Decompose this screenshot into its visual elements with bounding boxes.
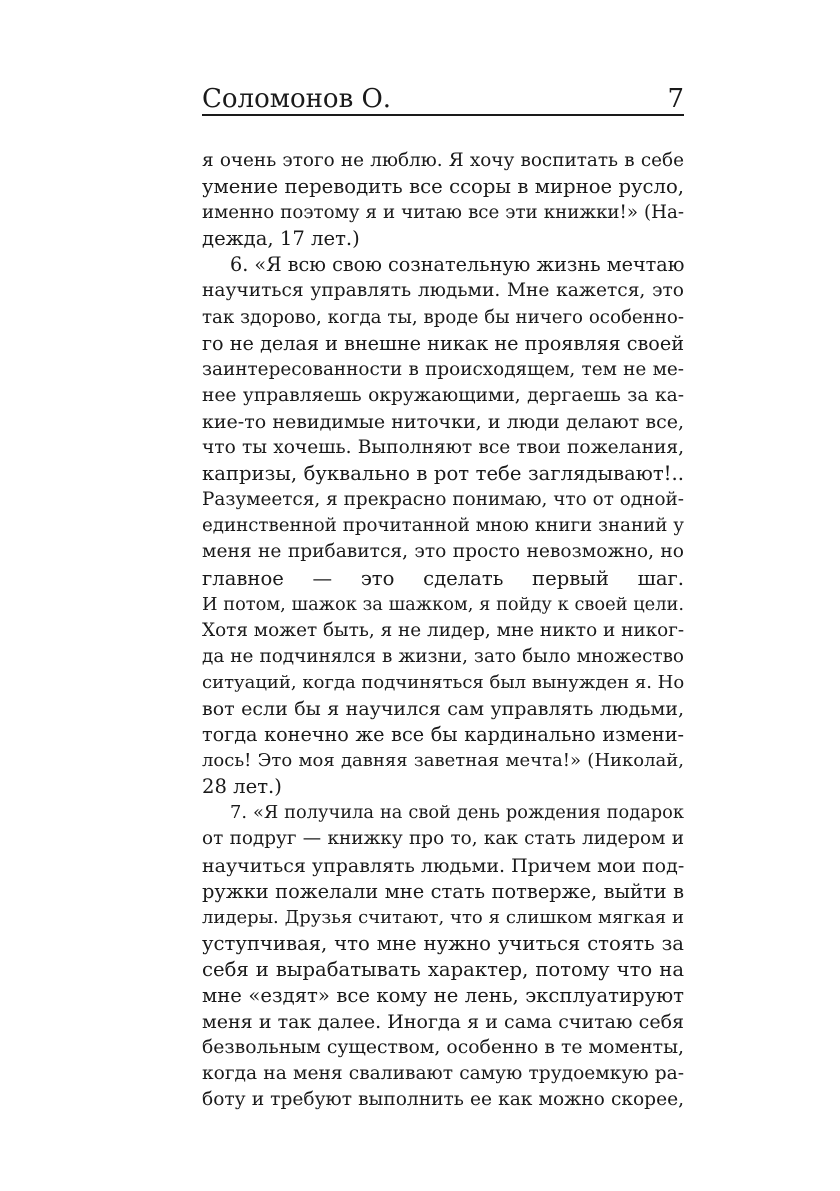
text-line: именно поэтому я и читаю все эти книжки!» (На- (202, 202, 684, 224)
text-line: тогда конечно же все бы кардинально измени- (202, 723, 684, 747)
text-line: Разумеется, я прекрасно понимаю, что от одной- (202, 489, 684, 511)
text-line: уступчивая, что мне нужно учиться стоять за (202, 931, 684, 955)
header-author: Соломонов О. (202, 84, 392, 114)
text-line: умение переводить все ссоры в мирное русло, (202, 175, 684, 199)
text-line: от подруг — книжку про то, как стать лидером и (202, 828, 684, 850)
text-line: 6. «Я всю свою сознательную жизнь мечтаю (230, 253, 684, 277)
text-line: ситуаций, когда подчиняться был вынужден я. Но (202, 671, 684, 693)
text-line: 7. «Я получила на свой день рождения подарок (230, 802, 684, 824)
text-line: научиться управлять людьми. Причем мои под- (202, 854, 684, 877)
text-line: мне «ездят» все кому не лень, эксплуатируют (202, 984, 684, 1007)
text-line: главное — это сделать первый шаг. (202, 566, 684, 590)
text-line: лось! Это моя давняя заветная мечта!» (Николай, (202, 750, 684, 772)
text-line: меня не прибавится, это просто невозможно, но (202, 541, 684, 563)
text-line: кие-то невидимые ниточки, и люди делают все, (202, 410, 684, 433)
text-line: когда на меня сваливают самую трудоемкую ра- (202, 1063, 684, 1085)
text-line: единственной прочитанной мною книги знаний у (202, 515, 684, 537)
text-line: дежда, 17 лет.) (202, 227, 360, 251)
text-line: так здорово, когда ты, вроде бы ничего особенно- (202, 306, 684, 328)
text-line: ружки пожелали мне стать потверже, выйти в (202, 879, 684, 903)
text-line: заинтересованности в происходящем, тем не ме- (202, 358, 684, 380)
body-text (202, 148, 684, 1113)
text-line: Хотя может быть, я не лидер, мне никто и никог- (202, 619, 684, 641)
running-header (202, 84, 684, 116)
text-line: И потом, шажок за шажком, я пойду к своей цели. (202, 593, 684, 615)
text-line: меня и так далее. Иногда я и сама считаю себя (202, 1011, 684, 1034)
text-line: себя и вырабатывать характер, потому что на (202, 957, 684, 981)
text-line: безвольным существом, особенно в те моменты, (202, 1037, 684, 1059)
text-line: я очень этого не люблю. Я хочу воспитать в себе (202, 150, 684, 171)
text-line: боту и требуют выполнить ее как можно скорее, (202, 1089, 684, 1111)
text-line: капризы, буквально в рот тебе заглядывают!.. (202, 462, 684, 486)
text-line: го не делая и внешне никак не проявляя своей (202, 331, 684, 355)
text-line: научиться управлять людьми. Мне кажется, это (202, 280, 684, 302)
text-line: лидеры. Друзья считают, что я слишком мягкая и (202, 906, 684, 928)
text-line: нее управляешь окружающими, дергаешь за ка- (202, 384, 684, 406)
text-line: что ты хочешь. Выполняют все твои пожелания, (202, 437, 684, 459)
text-line: да не подчинялся в жизни, зато было множество (202, 645, 684, 667)
text-line: вот если бы я научился сам управлять людьми, (202, 697, 684, 720)
text-line: 28 лет.) (202, 775, 282, 799)
page-number: 7 (667, 84, 684, 114)
